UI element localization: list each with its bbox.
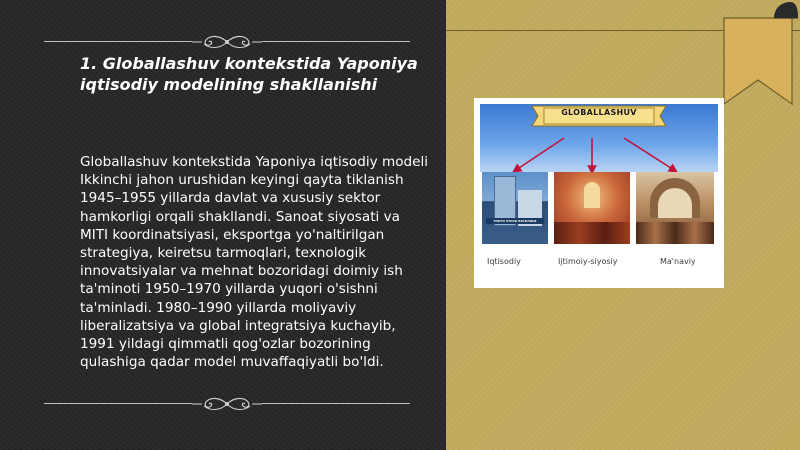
ornament-line-bottom-right <box>262 403 410 404</box>
figure-banner-label: GLOBALLASHUV <box>561 108 637 117</box>
ornament-line-bottom-left <box>44 403 192 404</box>
caption-economic: Iqtisodiy <box>487 257 521 266</box>
arrow-right <box>624 138 674 170</box>
ornament-line-top-right <box>262 41 410 42</box>
flourish-ornament-bottom-icon <box>192 396 262 412</box>
stock-exchange-sign: TOKYO STOCK EXCHANGE <box>493 219 537 223</box>
bookmark-ribbon-icon <box>718 0 798 110</box>
photo-political-rally <box>554 172 630 244</box>
caption-socio-political: Ijtimoiy-siyosiy <box>558 257 618 266</box>
photo-spiritual-building <box>636 172 714 244</box>
flourish-ornament-top-icon <box>192 34 262 50</box>
arrow-left <box>516 138 564 170</box>
slide-body-text: Globallashuv kontekstida Yaponiya iqtisodiy modeli Ikkinchi jahon urushidan keyingi qayta tiklanish 1945–1955 yillarda davlat va xususiy sektor hamkorligi orqali shakllandi. Sanoat siyosati va MITI koordinatsiyasi, eksportga yo'naltirilgan strategiya, keiretsu tarmoqlari, texnologik innovatsiyalar va mehnat bozoridagi doimiy ish ta'minoti 1950–1970 yillarda yuqori o'sishni ta'minladi. 1980–1990 yillarda moliyaviy liberalizatsiya va global integratsiya kuchayib, 1991 yildagi qimmatli qog'ozlar bozorining qulashiga qadar model muvaffaqiyatli bo'ldi. <box>80 154 429 371</box>
ornament-line-top-left <box>44 41 192 42</box>
slide-title: 1. Globallashuv kontekstida Yaponiya iqtisodiy modelining shakllanishi <box>80 54 418 94</box>
photo-stock-exchange <box>482 172 548 244</box>
caption-spiritual: Ma'naviy <box>660 257 696 266</box>
globalization-figure <box>474 98 724 288</box>
